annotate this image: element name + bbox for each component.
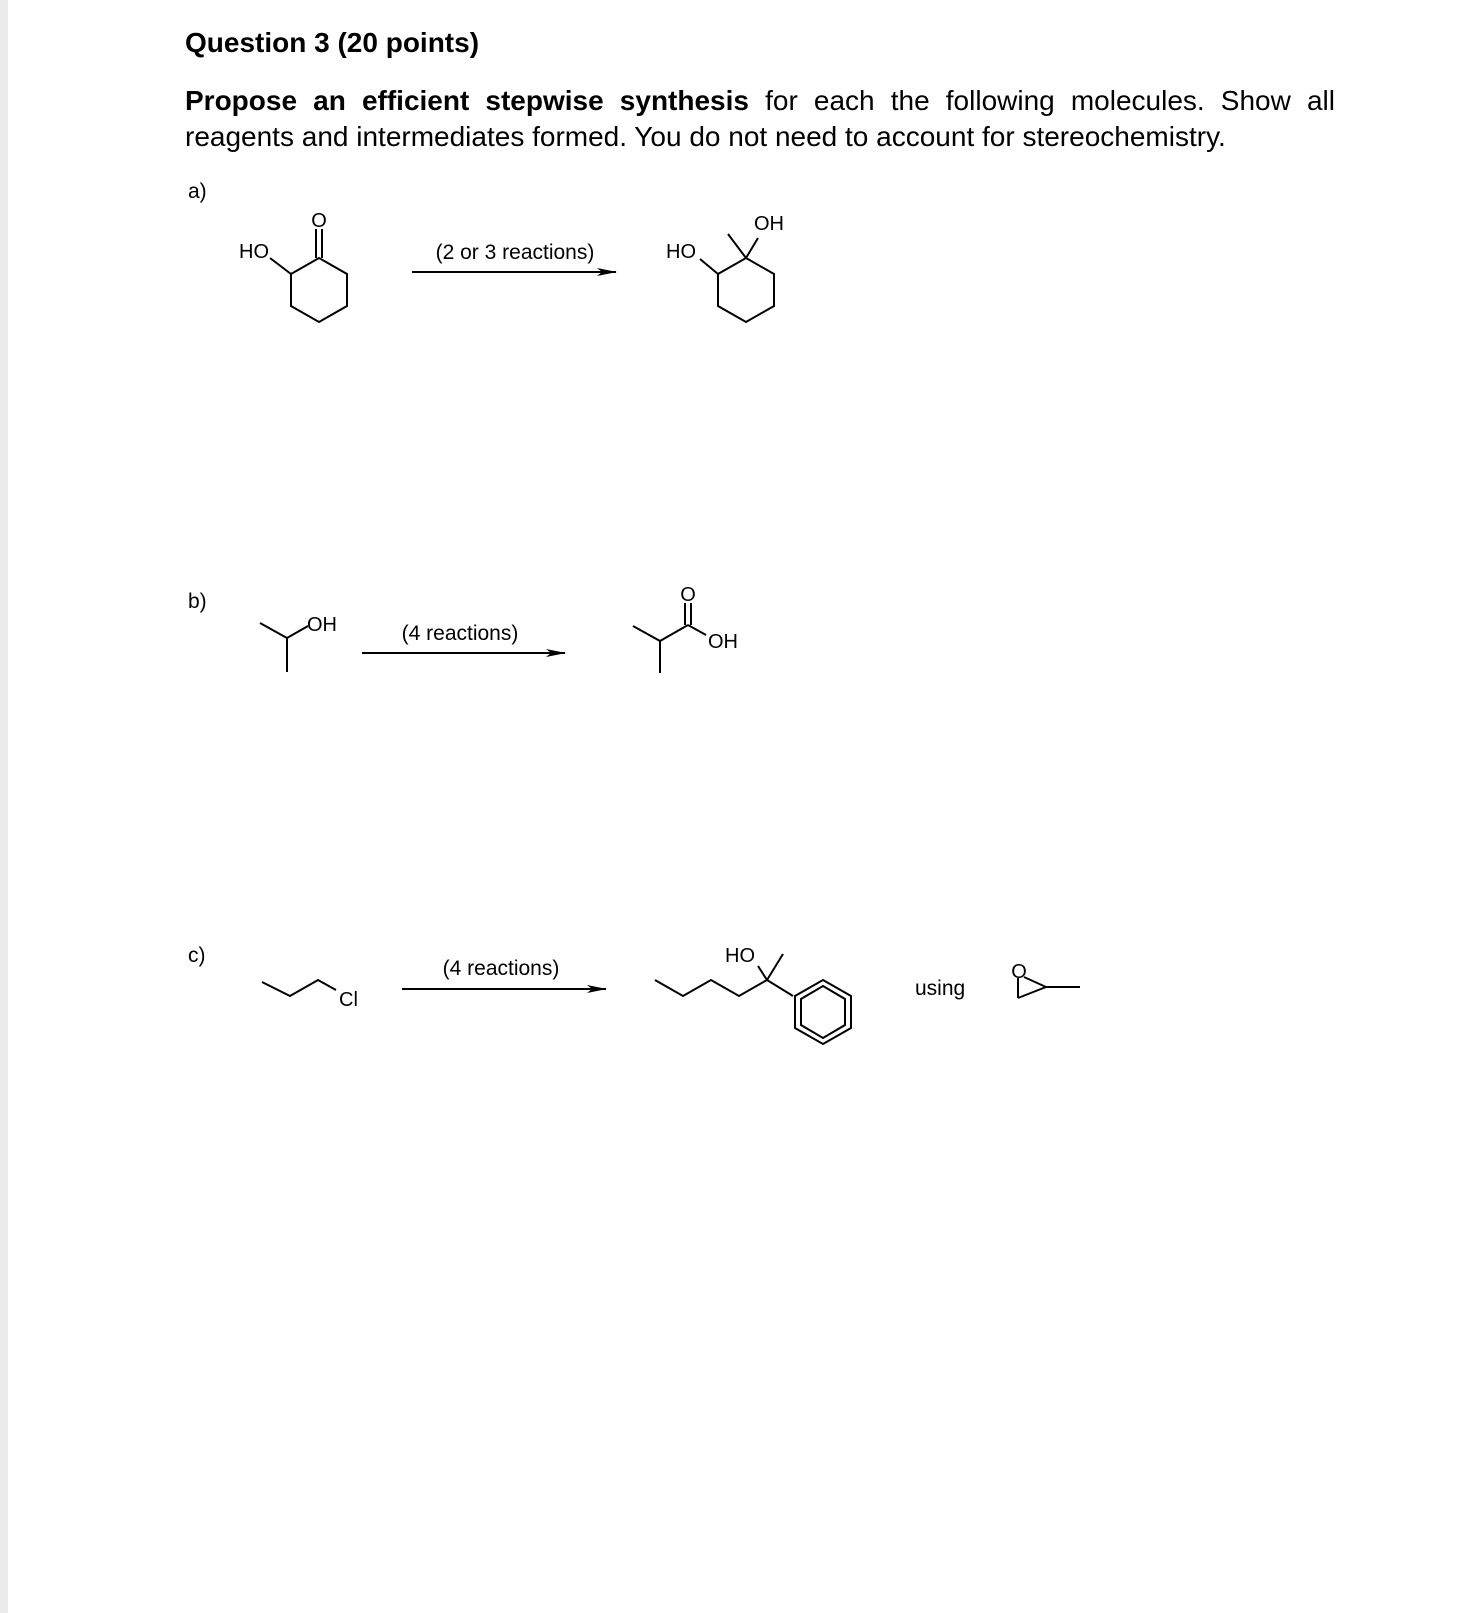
part-a-label: a) <box>188 180 207 203</box>
part-c-label: c) <box>188 944 206 967</box>
part-c-starting-material <box>262 980 358 1011</box>
part-b-starting-material <box>260 614 337 672</box>
part-a-starting-material <box>239 210 347 322</box>
hydroxyl-label: HO <box>725 945 755 967</box>
part-b-label: b) <box>188 590 207 613</box>
benzene-inner-ring <box>801 986 845 1038</box>
hydroxyl-label: HO <box>666 241 696 263</box>
hydroxyl-label: OH <box>307 614 337 636</box>
carbonyl-oxygen-label: O <box>680 584 696 606</box>
tertiary-hydroxyl-label: OH <box>754 213 784 235</box>
halide-label: Cl <box>339 989 358 1011</box>
question-title: Question 3 (20 points) <box>185 27 480 58</box>
instruction-bold: Propose an efficient stepwise synthesis <box>185 85 749 116</box>
part-c-arrow-label: (4 reactions) <box>442 957 560 980</box>
hydroxyl-label: OH <box>708 631 738 653</box>
epoxide-oxygen-label: O <box>1011 961 1027 983</box>
part-a-arrow-label: (2 or 3 reactions) <box>435 241 595 264</box>
part-c-arrow <box>402 957 606 989</box>
part-a-product <box>666 213 784 322</box>
instruction-text: for each the following molecules. Show all reagents and intermediates formed. You do not need to account for stereochemistry. <box>185 85 1335 152</box>
benzene-ring <box>795 980 851 1044</box>
part-b-product <box>633 584 738 673</box>
carbonyl-oxygen-label: O <box>311 210 327 232</box>
hydroxyl-label: HO <box>239 241 269 263</box>
cyclohexane-ring <box>291 258 347 322</box>
part-c-reagent <box>915 961 1080 1000</box>
part-b-arrow <box>362 622 565 653</box>
part-b-arrow-label: (4 reactions) <box>401 622 519 645</box>
cyclohexane-ring <box>718 258 774 322</box>
using-text: using <box>915 977 966 1000</box>
part-c-product <box>655 945 851 1044</box>
part-a-arrow <box>412 241 616 272</box>
